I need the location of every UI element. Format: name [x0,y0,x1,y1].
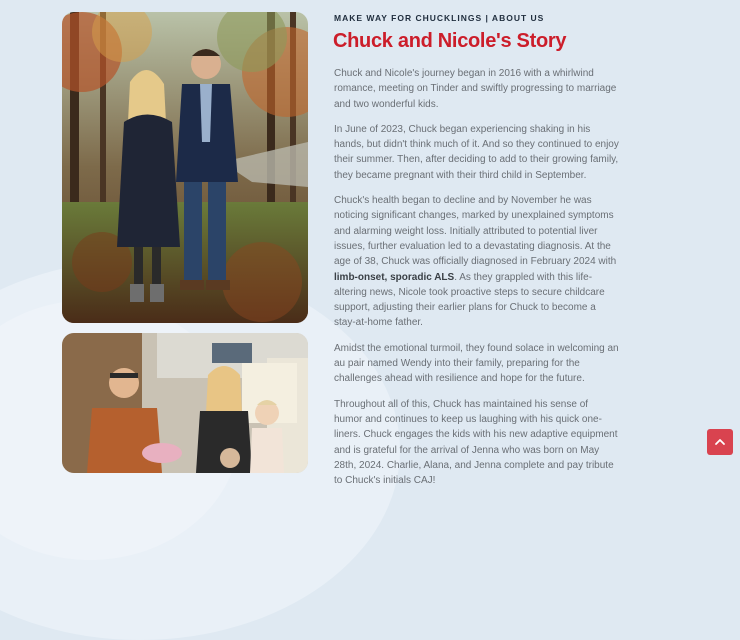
couple-photo-illustration [62,12,308,323]
scroll-to-top-button[interactable] [707,429,733,455]
story-paragraph-2: In June of 2023, Chuck began experiencing shaking in his hands, but didn't think much of it. And so they continued to enjoy their summer. Then, after deciding to add to their growing family, they became pregnant with their third child in September. [334,123,619,181]
story-paragraph-5: Throughout all of this, Chuck has maintained his sense of humor and continues to keep us laughing with his quick one-liners. Chuck engages the kids with his new adaptive equipment and is grateful for the arrival of Jenna who was born on May 28th, 2024. Charlie, Alana, and Jenna complete and pay tribute to Chuck's initials CAJ! [334,398,618,487]
story-paragraph-3-text-a: Chuck's health began to decline and by November he was noticing significant changes, marked by unexplained symptoms and alarming weight loss. Initially attributed to potential liver issues, further evaluation led to a devastating diagnosis. At the age of 38, Chuck was officially diagnosed in February 2024 with [334,195,617,268]
family-hospital-photo-illustration [62,333,308,473]
page-title: Chuck and Nicole's Story [333,30,567,52]
chevron-up-icon [714,436,726,448]
als-diagnosis-highlight: limb-onset, sporadic ALS [334,271,455,283]
couple-photo [62,12,308,323]
family-hospital-photo [62,333,308,473]
story-paragraph-3 [334,193,619,331]
story-paragraph-1: Chuck and Nicole's journey began in 2016 with a whirlwind romance, meeting on Tinder and swiftly progressing to marriage and two wonderful kids. [334,68,617,110]
story-paragraph-3-text-b: . As they grappled with this life-altering news, Nicole took proactive steps to secure childcare support, adjusting their earlier plans for Chuck to become a stay-at-home father. [334,271,605,329]
story-content [334,66,619,498]
page-eyebrow: MAKE WAY FOR CHUCKLINGS | ABOUT US [334,13,545,23]
story-paragraph-4: Amidst the emotional turmoil, they found solace in welcoming an au pair named Wendy into their family, preparing for the challenges ahead with resilience and hope for the future. [334,342,619,385]
